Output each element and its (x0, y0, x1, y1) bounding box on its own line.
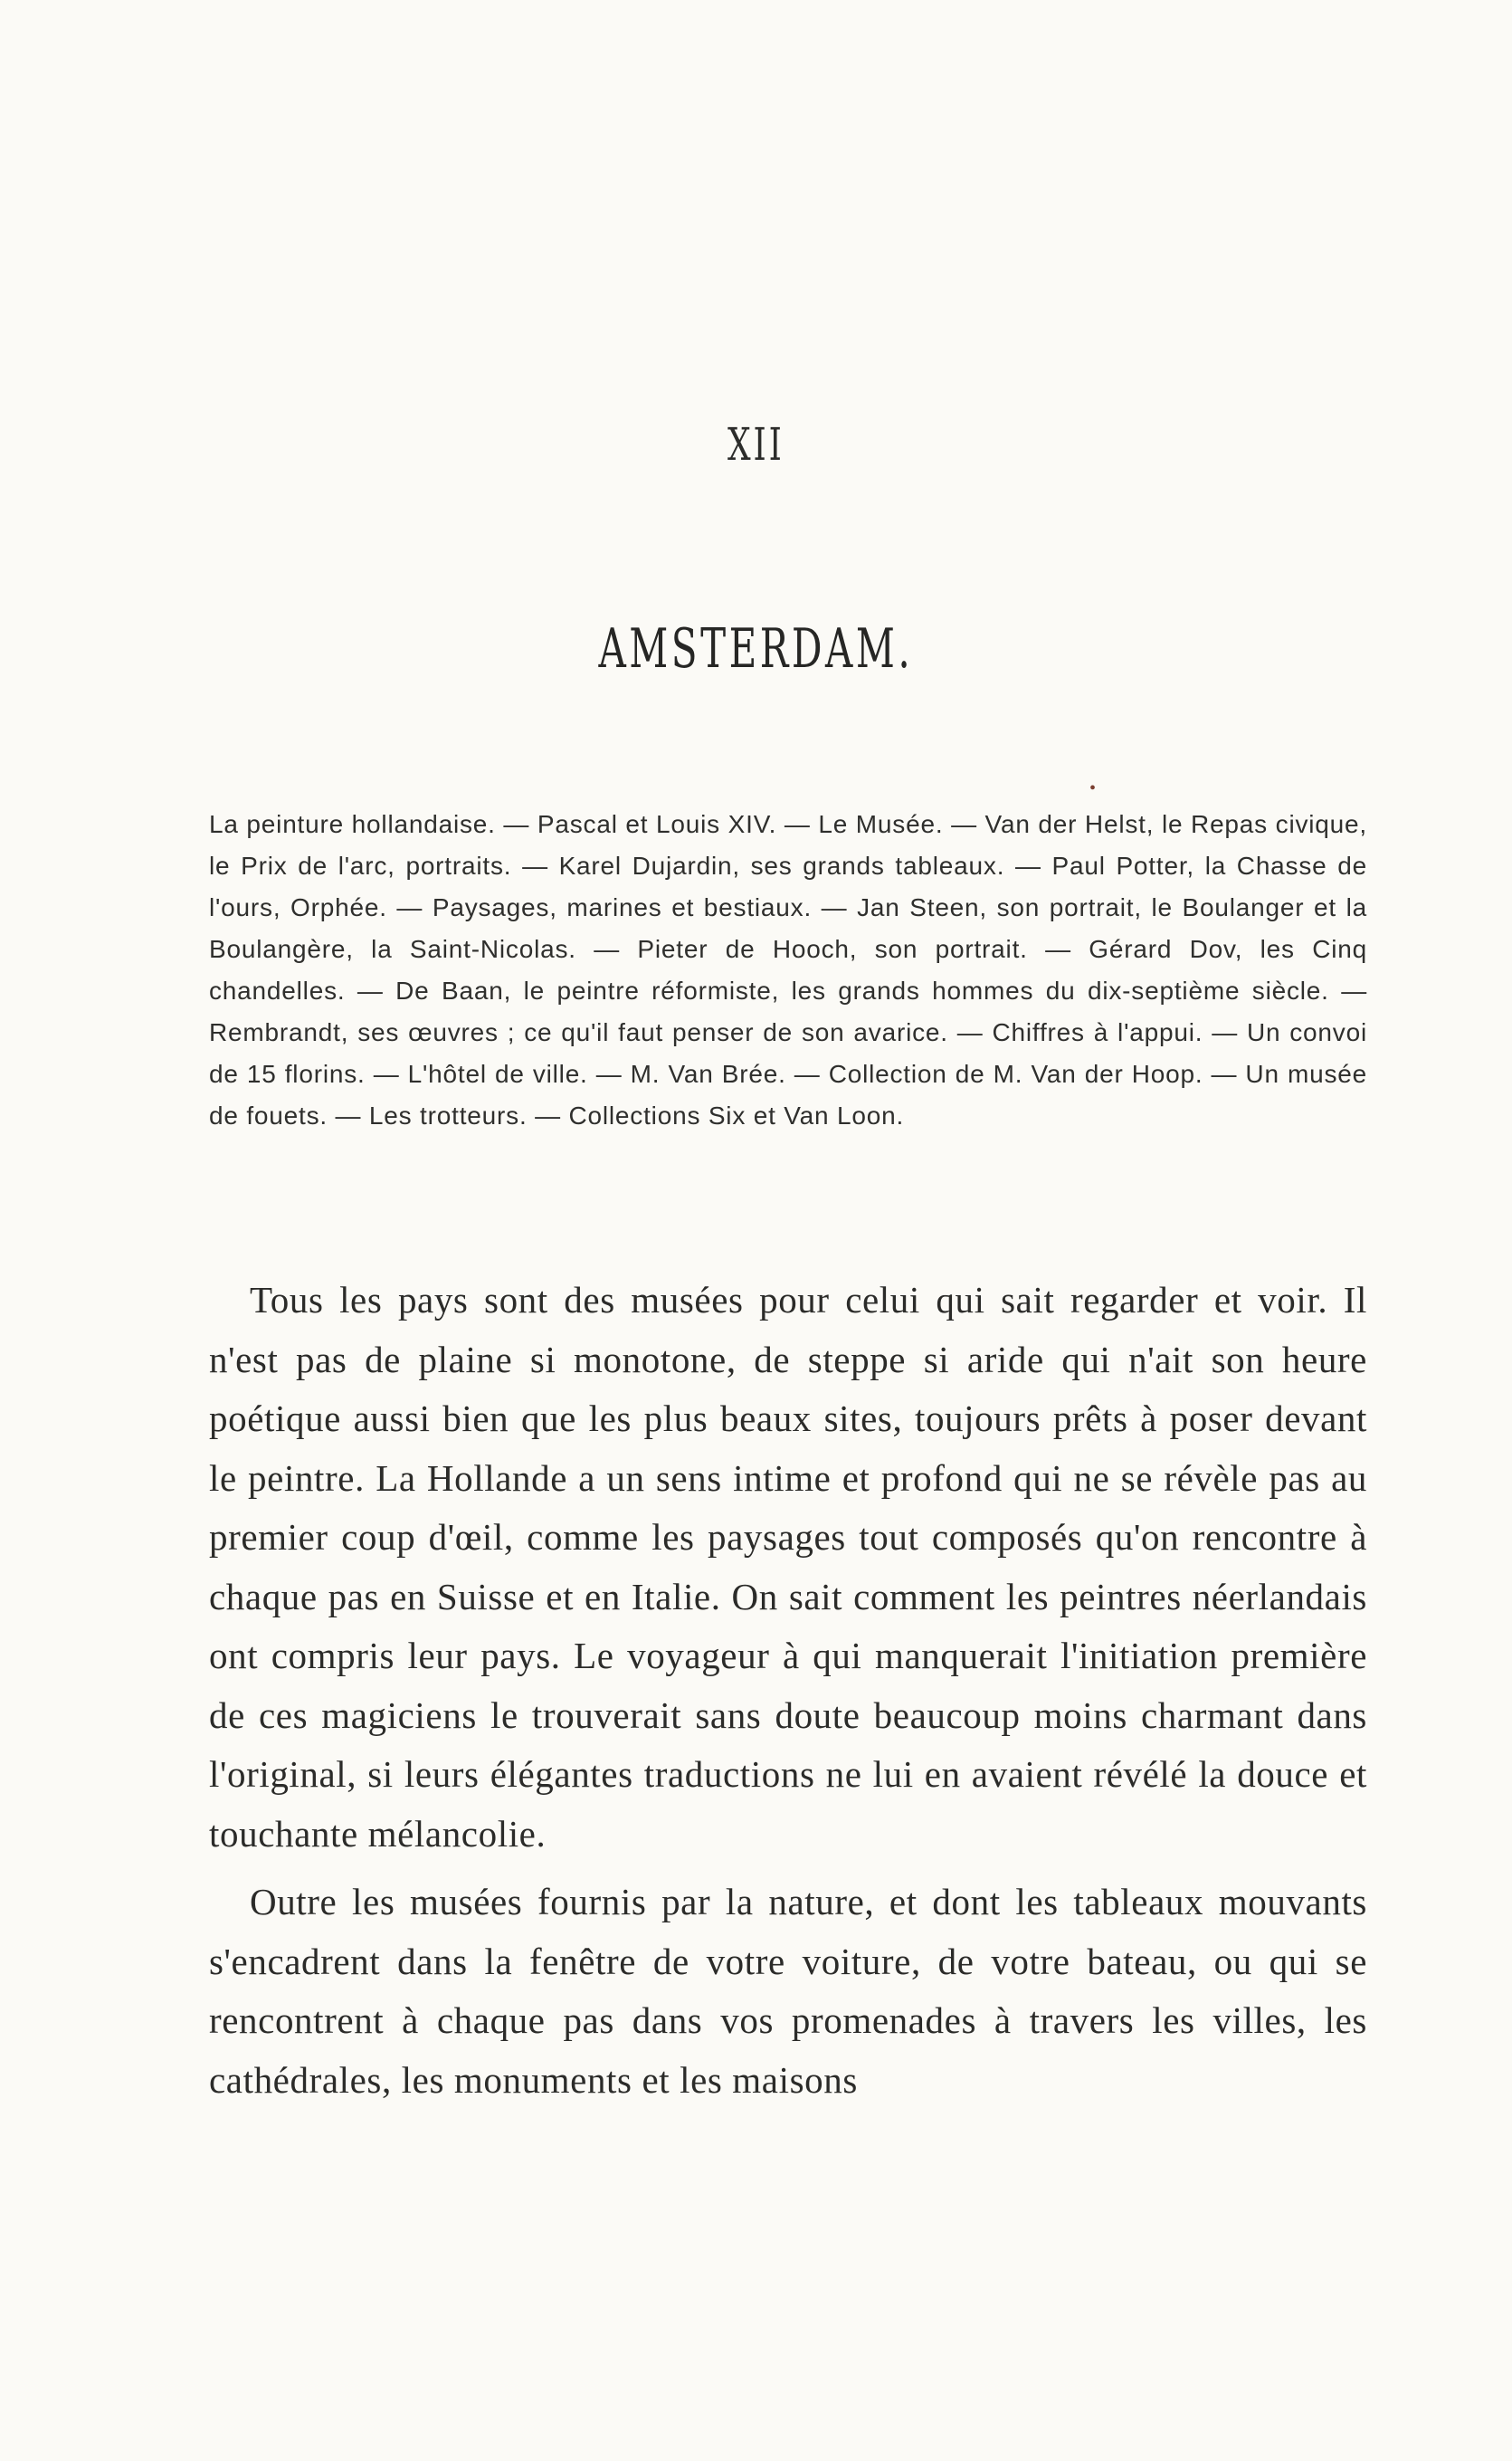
paragraph: Tous les pays sont des musées pour celui qui sait regarder et voir. Il n'est pas de plaine si monotone, de steppe si aride qui n'ait son heure poétique aussi bien que les plus beaux sites, toujours prêts à poser devant le peintre. La Hollande a un sens intime et profond qui ne se révèle pas au premier coup d'œil, comme les paysages tout composés qu'on rencontre à chaque pas en Suisse et en Italie. On sait comment les peintres néerlandais ont compris leur pays. Le voyageur à qui manquerait l'initiation première de ces magiciens le trouverait sans doute beaucoup moins charmant dans l'original, si leurs élégantes traductions ne lui en avaient révélé la douce et touchante mélancolie. (209, 1279, 1367, 1855)
body-text (209, 1271, 1367, 2110)
ink-mark-icon: • (1089, 778, 1097, 798)
chapter-number: XII (727, 418, 785, 471)
paragraph: Outre les musées fournis par la nature, et dont les tableaux mouvants s'encadrent dans la fenêtre de votre voiture, de votre bateau, ou qui se rencontrent à chaque pas dans vos promenades à travers les villes, les cathédrales, les monuments et les maisons (209, 1881, 1367, 2101)
chapter-summary: La peinture hollandaise. — Pascal et Louis XIV. — Le Musée. — Van der Helst, le Repas civique, le Prix de l'arc, portraits. — Karel Dujardin, ses grands tableaux. — Paul Potter, la Chasse de l'ours, Orphée. — Paysages, marines et bestiaux. — Jan Steen, son portrait, le Boulanger et la Boulangère, la Saint-Nicolas. — Pieter de Hooch, son portrait. — Gérard Dov, les Cinq chandelles. — De Baan, le peintre réformiste, les grands hommes du dix-septième siècle. — Rembrandt, ses œuvres ; ce qu'il faut penser de son avarice. — Chiffres à l'appui. — Un convoi de 15 florins. — L'hôtel de ville. — M. Van Brée. — Collection de M. Van der Hoop. — Un musée de fouets. — Les trotteurs. — Collections Six et Van Loon. (209, 810, 1367, 1130)
chapter-title: AMSTERDAM. (598, 617, 914, 681)
